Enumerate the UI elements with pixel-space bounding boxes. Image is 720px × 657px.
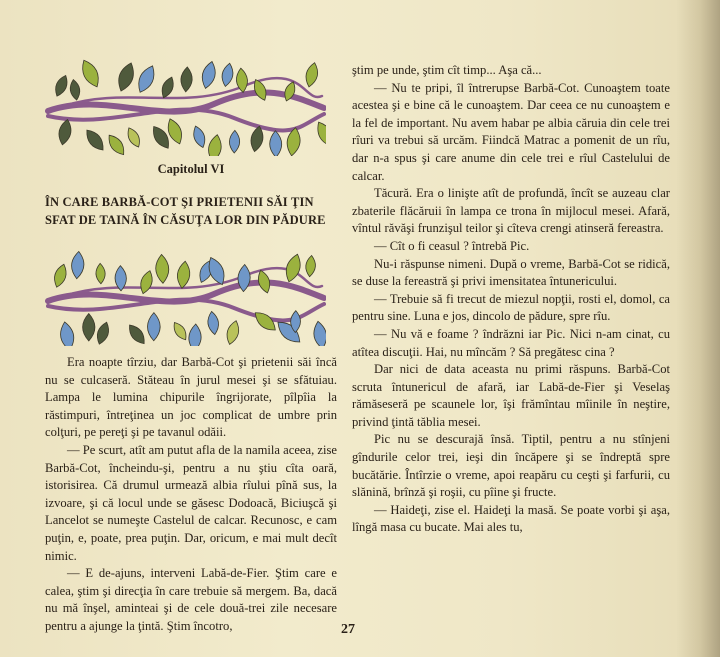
leafy-branch-ornament-bottom [44, 246, 326, 346]
leaf-icon [147, 313, 160, 341]
paragraph: — Cît o fi ceasul ? întrebă Pic. [374, 238, 530, 253]
leaf-icon [229, 130, 240, 153]
paragraph: — Nu vă e foame ? îndrăzni iar Pic. Nici n-am cinat, cu atîtea discuţii. Hai, nu mîncăm ? Să pregătesc cina ? [352, 326, 670, 359]
leaf-icon [206, 134, 223, 156]
leaf-icon [155, 254, 169, 284]
paragraph: — Pe scurt, atît am putut afla de la namila aceea, zise Barbă-Cot, încheindu-şi, pentru a nu ştiu cîta oară, istorisirea. Că drumul urmează albia rîului pînă sus, la izvoare, şi că locul unde se găsesc Dodoacă, Biciuşcă şi Lancelot se numeşte Castelul de calcar. Recunosc, e cam puţin, e, poate, prea puţin. Dar, oricum, e mai mult decît nimic. [45, 442, 337, 563]
leaf-icon [82, 126, 107, 153]
leaf-icon [199, 60, 218, 90]
chapter-label: Capitolul VI [157, 162, 225, 176]
leaf-icon [305, 255, 317, 277]
paragraph: Nu-i răspunse nimeni. După o vreme, Barbă-Cot se ridică, se duse la fereastră şi privi imensitatea întunericului. [352, 256, 670, 289]
leaf-icon [125, 126, 143, 150]
leaf-icon [58, 321, 76, 346]
leaf-icon [69, 79, 82, 101]
leaf-icon [176, 260, 192, 289]
paragraph: — Nu te pripi, îl întrerupse Barbă-Cot. Cunoaştem toate acestea şi e bine că le cunoaştem. Dar ceea ce nu cunoaştem e la fel de important. Nu avem habar pe albia căruia din cele trei rîuri va trebui să urcăm. Fiindcă Matrac a pomenit de un rîu, dar n-a spus şi care anume din cele trei e rîul Castelului de calcar. [352, 80, 670, 183]
leaf-icon [191, 124, 208, 149]
paragraph: — Trebuie să fi trecut de miezul nopţii, rosti el, domol, ca pentru sine. Luna e jos, dincolo de pădure, spre rîu. [352, 291, 670, 324]
leaf-icon [138, 269, 155, 295]
book-gutter-shadow [676, 0, 720, 657]
leaf-icon [52, 73, 70, 98]
leaf-icon [171, 320, 190, 342]
paragraph: Era noapte tîrziu, dar Barbă-Cot şi prietenii săi încă nu se culcaseră. Stăteau în jurul mesei şi se sfătuiau. Lampa le lumina chipurile îngrijorate, pîlpîia la răstimpuri, întreţinea un joc complicat de umbre prin colţuri, pe pereţi şi pe tavanul odăii. [45, 355, 337, 440]
leaf-icon [206, 311, 220, 336]
page-number: 27 [341, 622, 355, 637]
paragraph: Pic nu se descurajă însă. Tiptil, pentru a nu stînjeni gîndurile celor trei, ieşi din încăpere şi se îndreptă spre bucătărie. Întîrzie o vreme, apoi reapăru cu ceşti şi farfurii, cu slănină, brînză şi roşii, cu pîine şi fructe. [352, 432, 670, 500]
leaf-icon [96, 263, 106, 284]
leaf-icon [180, 67, 193, 93]
leaf-icon [83, 314, 95, 341]
leaf-icon [52, 263, 70, 289]
leaf-icon [269, 131, 282, 156]
leaf-icon [312, 320, 326, 346]
paragraph: Tăcură. Era o linişte atît de profundă, încît se auzeau clar zbaterile flăcăruii în lampa ce trona în mijlocul mesei. Afară, vîntul răvăşi frunzişul teilor şi cîteva crengi atinseră fereastra. [352, 186, 670, 236]
paragraph: — E de-ajuns, interveni Labă-de-Fier. Ştim care e calea, ştim şi direcţia în care trebuie să mergem. Ba, dacă nu mă înşel, aminteai şi de cele două-trei zile necesare pentru a ajunge la ţintă. Ştim încotro, [45, 566, 337, 633]
leaf-icon [220, 62, 235, 87]
leaf-icon [94, 321, 111, 346]
leafy-branch-ornament-top [44, 56, 326, 156]
leaf-icon [105, 132, 128, 156]
paragraph: — Haideţi, zise el. Haideţi la masă. Se poate vorbi şi aşa, lîngă masa cu bucate. Mai ales tu, [352, 502, 670, 535]
leaf-icon [134, 63, 158, 95]
left-text-column [45, 354, 337, 636]
leaf-icon [115, 61, 138, 94]
leaf-icon [57, 118, 74, 146]
leaf-icon [224, 319, 241, 346]
leaf-icon [313, 119, 326, 149]
chapter-title: ÎN CARE BARBĂ-COT ŞI PRIETENII SĂI ŢIN SFAT DE TAINĂ ÎN CĂSUŢA LOR DIN PĂDURE [45, 195, 326, 227]
paragraph: Dar nici de data aceasta nu primi răspuns. Barbă-Cot scruta întunericul de afară, iar Labă-de-Fier şi Veselaş rămăseseră pe scaunele lor, îşi frămîntau mîinile în neştire, privind ţintă tăblia mesei. [352, 362, 670, 429]
leaf-icon [71, 251, 85, 279]
leaf-icon [78, 57, 103, 90]
leaf-icon [159, 75, 177, 99]
leaf-icon [125, 322, 148, 346]
leaf-icon [188, 324, 202, 346]
leaf-icon [304, 61, 321, 88]
paragraph: ştim pe unde, ştim cît timp... Aşa că... [352, 63, 542, 77]
right-text-column [352, 62, 670, 537]
